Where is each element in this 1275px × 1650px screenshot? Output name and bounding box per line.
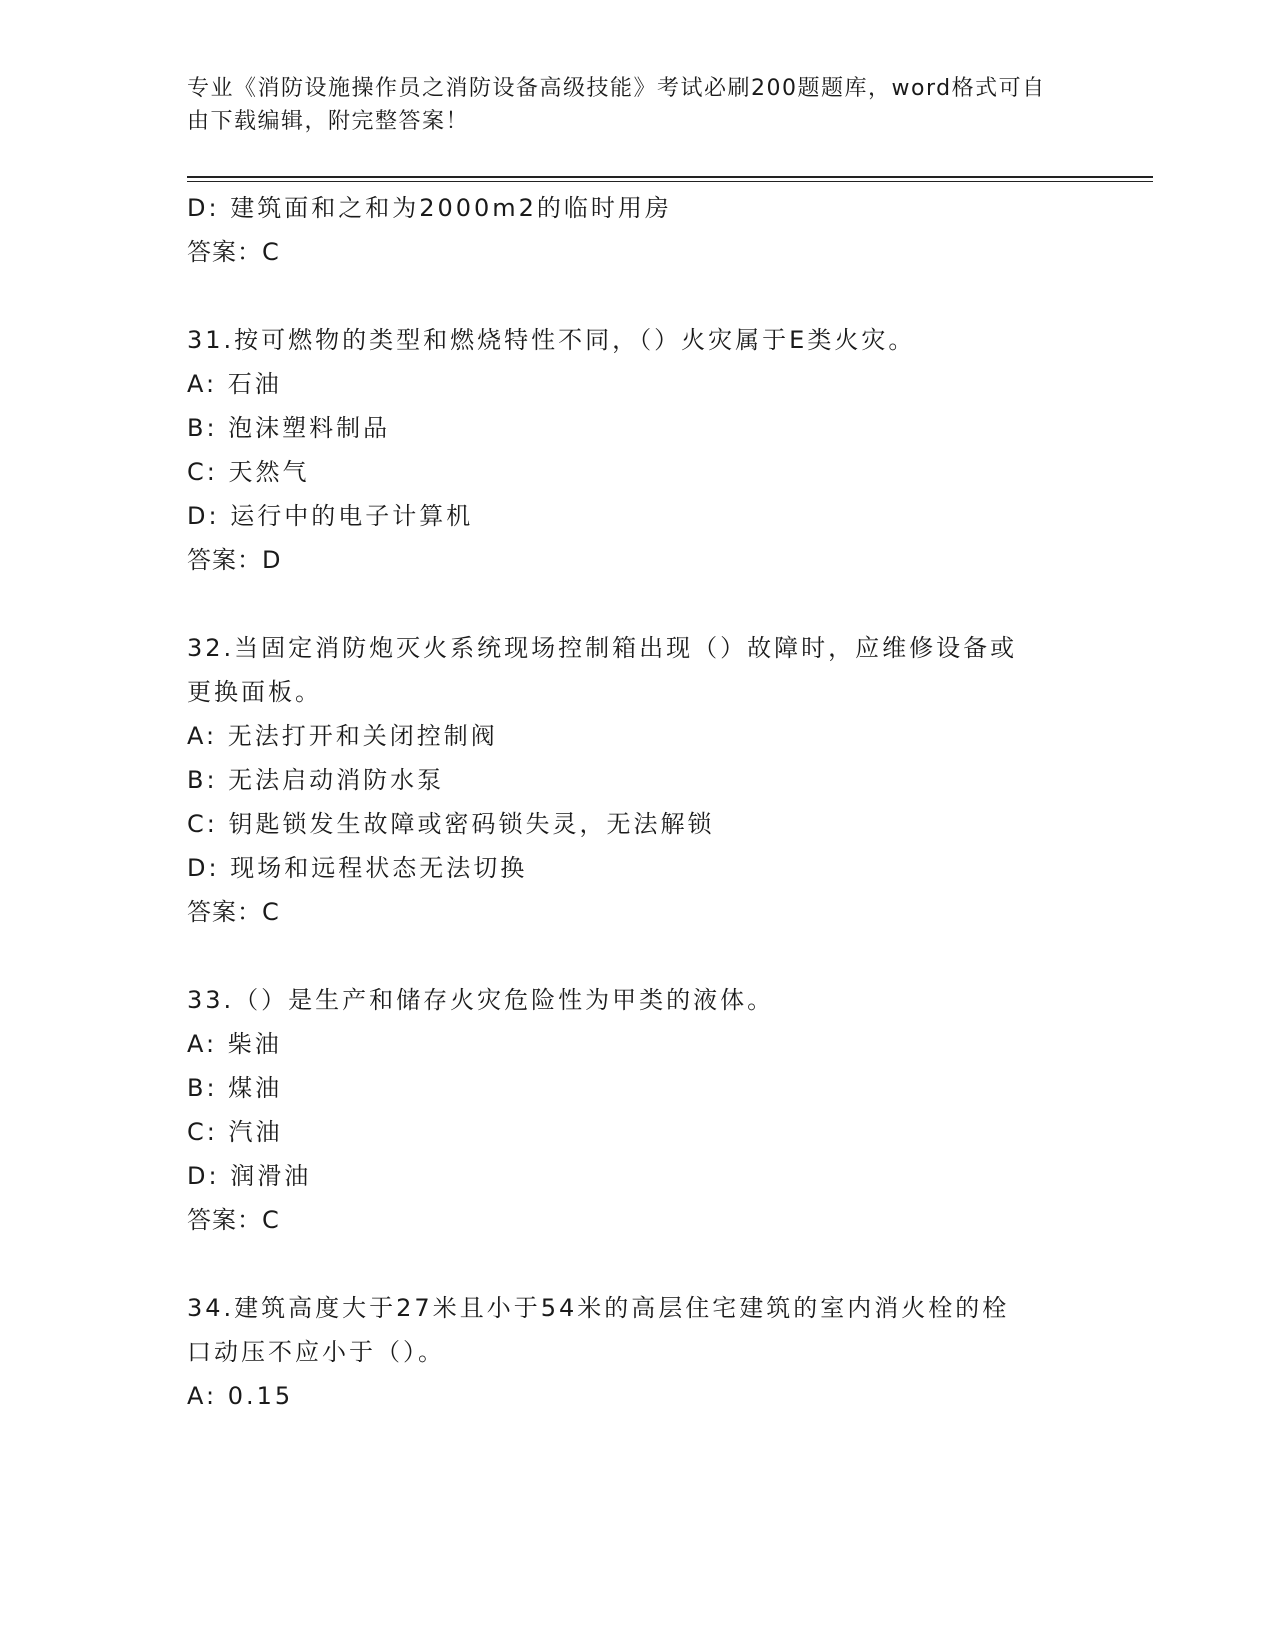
q33-question: 33.（）是生产和储存火灾危险性为甲类的液体。 — [187, 986, 775, 1014]
q33-option-a: A: 柴油 — [187, 1030, 282, 1058]
q31-option-c: C: 天然气 — [187, 458, 310, 486]
q31-question: 31.按可燃物的类型和燃烧特性不同，（）火灾属于E类火灾。 — [187, 326, 916, 354]
q31-option-b: B: 泡沫塑料制品 — [187, 414, 391, 442]
q32-option-b: B: 无法启动消防水泵 — [187, 766, 445, 794]
q34-option-a: A: 0.15 — [187, 1382, 294, 1410]
q32-option-a: A: 无法打开和关闭控制阀 — [187, 722, 498, 750]
q31-answer: 答案：D — [187, 546, 282, 574]
q32-option-c: C: 钥匙锁发生故障或密码锁失灵，无法解锁 — [187, 810, 715, 838]
q33-option-c: C: 汽油 — [187, 1118, 283, 1146]
q34-question-line-1: 34.建筑高度大于27米且小于54米的高层住宅建筑的室内消火栓的栓 — [187, 1294, 1010, 1322]
q31-option-a: A: 石油 — [187, 370, 282, 398]
q33-option-b: B: 煤油 — [187, 1074, 283, 1102]
q32-option-d: D: 现场和远程状态无法切换 — [187, 854, 528, 882]
q31-option-d: D: 运行中的电子计算机 — [187, 502, 474, 530]
q30-answer: 答案：C — [187, 238, 280, 266]
q33-option-d: D: 润滑油 — [187, 1162, 312, 1190]
header-divider — [187, 176, 1153, 182]
q32-question-line-1: 32.当固定消防炮灭火系统现场控制箱出现（）故障时，应维修设备或 — [187, 634, 1018, 662]
q32-answer: 答案：C — [187, 898, 280, 926]
q34-question-line-2: 口动压不应小于（）。 — [187, 1338, 445, 1366]
q32-question-line-2: 更换面板。 — [187, 678, 322, 706]
document-header: 专业《消防设施操作员之消防设备高级技能》考试必刷200题题库，word格式可自由下载编辑，附完整答案！ — [187, 76, 1046, 134]
q33-answer: 答案：C — [187, 1206, 280, 1234]
q30-option-d: D: 建筑面和之和为2000m2的临时用房 — [187, 194, 672, 222]
